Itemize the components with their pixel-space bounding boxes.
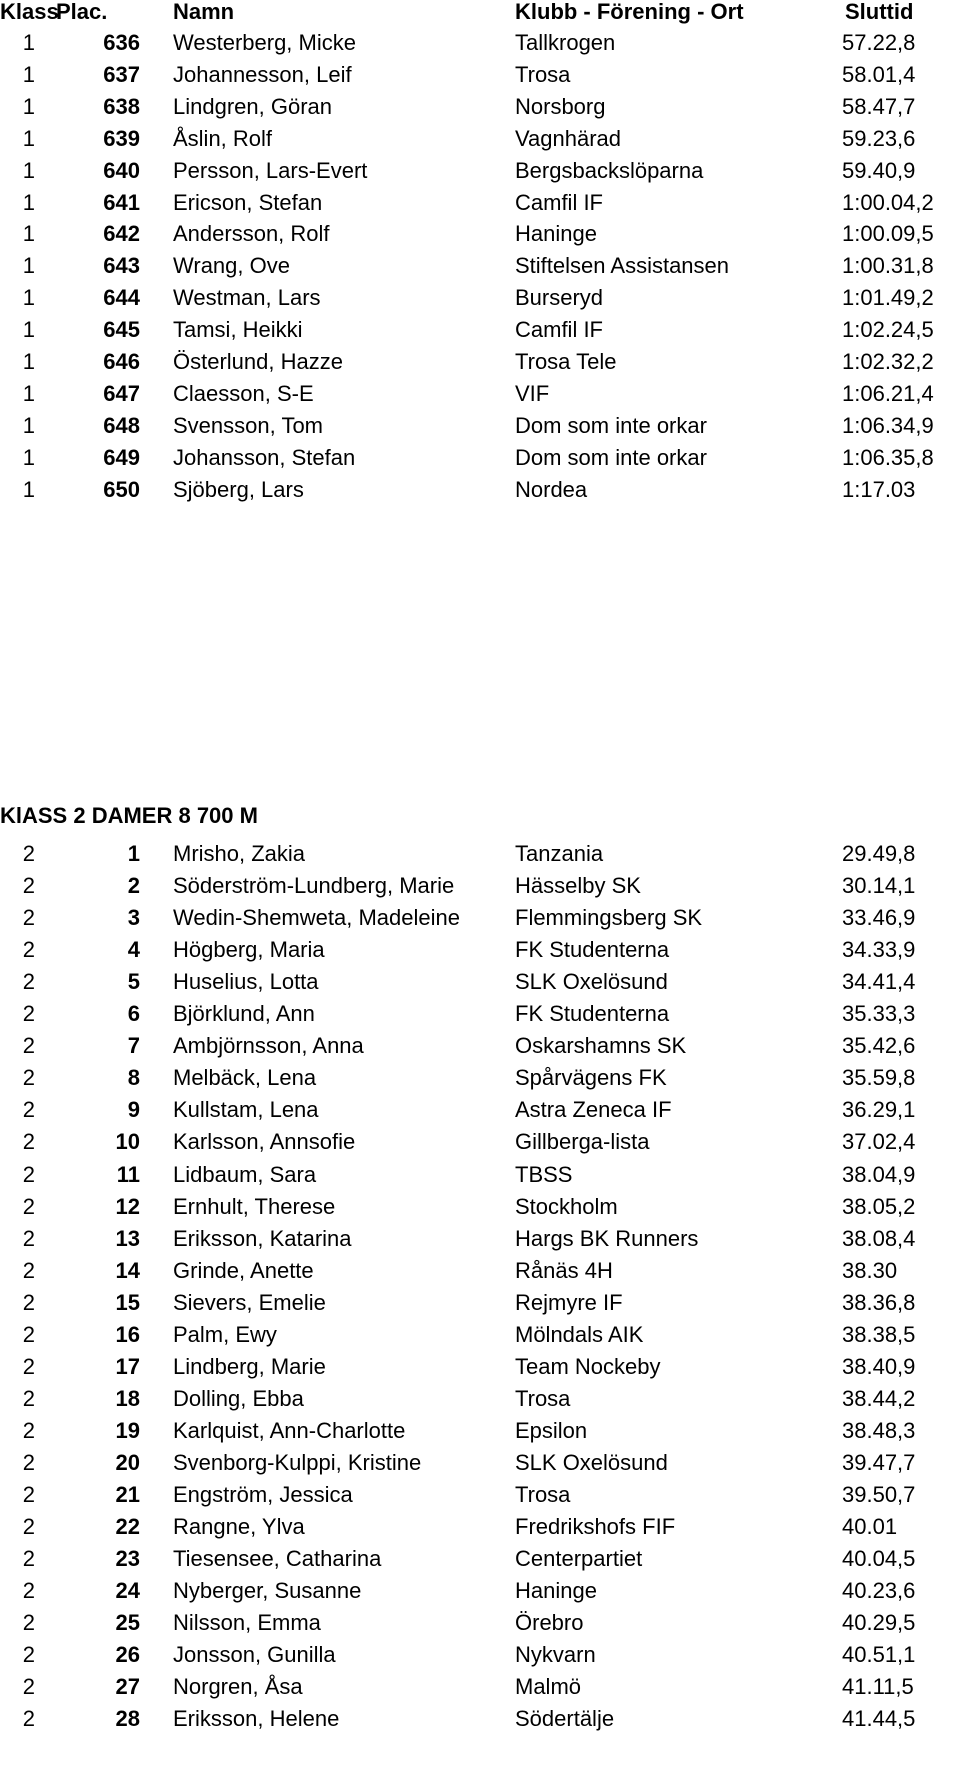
cell-name: Söderström-Lundberg, Marie	[173, 873, 455, 899]
table-row	[0, 998, 960, 1030]
cell-name: Karlsson, Annsofie	[173, 1129, 356, 1155]
cell-plac: 21	[115, 1482, 140, 1507]
cell-name: Grinde, Anette	[173, 1257, 314, 1283]
table-row	[0, 346, 960, 378]
cell-name: Nilsson, Emma	[173, 1610, 321, 1636]
cell-time: 1:00.09,5	[842, 221, 934, 247]
header-klass: Klass	[0, 0, 59, 24]
cell-time: 1:02.32,2	[842, 349, 934, 374]
cell-name: Lidbaum, Sara	[173, 1161, 317, 1187]
cell-plac: 24	[115, 1578, 140, 1604]
cell-klass: 2	[22, 1610, 35, 1636]
cell-club: Haninge	[515, 221, 597, 247]
cell-klass: 1	[22, 412, 35, 438]
cell-time: 40.23,6	[842, 1578, 916, 1604]
cell-plac: 646	[103, 349, 140, 374]
cell-name: Palm, Ewy	[173, 1321, 277, 1347]
cell-klass: 2	[22, 841, 35, 866]
cell-plac: 11	[116, 1161, 140, 1187]
cell-name: Ernhult, Therese	[173, 1193, 336, 1219]
cell-klass: 2	[22, 1161, 35, 1187]
cell-name: Westerberg, Micke	[173, 30, 356, 55]
table-row	[0, 187, 960, 219]
cell-club: Team Nockeby	[515, 1353, 661, 1379]
cell-time: 38.38,5	[842, 1321, 916, 1347]
cell-time: 1:06.34,9	[842, 412, 934, 438]
cell-club: Tallkrogen	[515, 30, 616, 55]
cell-time: 38.48,3	[842, 1417, 916, 1443]
table-row	[0, 155, 960, 187]
cell-name: Eriksson, Katarina	[173, 1225, 352, 1251]
cell-club: Epsilon	[515, 1417, 588, 1443]
cell-name: Nyberger, Susanne	[173, 1578, 362, 1604]
cell-plac: 25	[115, 1610, 140, 1636]
cell-plac: 19	[115, 1417, 140, 1443]
cell-plac: 13	[115, 1225, 140, 1251]
cell-klass: 2	[22, 1065, 35, 1091]
cell-time: 38.36,8	[842, 1289, 916, 1315]
cell-time: 37.02,4	[842, 1129, 916, 1155]
cell-klass: 1	[22, 125, 35, 151]
cell-plac: 643	[103, 253, 140, 279]
cell-time: 1:00.04,2	[842, 189, 934, 215]
cell-klass: 2	[22, 1225, 35, 1251]
cell-time: 1:02.24,5	[842, 317, 934, 343]
table-row	[0, 218, 960, 250]
cell-club: TBSS	[515, 1161, 573, 1187]
table-row	[0, 1607, 960, 1639]
cell-club: Norsborg	[515, 93, 606, 119]
cell-klass: 2	[22, 1642, 35, 1668]
cell-name: Rangne, Ylva	[173, 1514, 305, 1540]
section-title-text: KlASS 2 DAMER 8 700 M	[0, 803, 258, 828]
table-row	[0, 1671, 960, 1703]
cell-plac: 645	[103, 317, 140, 343]
cell-club: Nordea	[515, 476, 588, 502]
cell-klass: 1	[22, 61, 35, 87]
cell-name: Åslin, Rolf	[173, 125, 273, 151]
table-row	[0, 1639, 960, 1671]
cell-club: Burseryd	[515, 285, 604, 311]
table-row	[0, 1703, 960, 1735]
cell-name: Andersson, Rolf	[173, 221, 330, 247]
cell-plac: 17	[115, 1353, 140, 1379]
cell-club: Dom som inte orkar	[515, 412, 707, 438]
cell-plac: 650	[103, 476, 140, 502]
cell-plac: 12	[115, 1193, 140, 1219]
cell-club: Trosa Tele	[515, 349, 617, 374]
table-row	[0, 1319, 960, 1351]
cell-time: 35.42,6	[842, 1033, 916, 1059]
cell-time: 59.23,6	[842, 125, 916, 151]
table-row	[0, 966, 960, 998]
cell-plac: 647	[103, 380, 140, 406]
cell-klass: 2	[22, 969, 35, 995]
cell-klass: 2	[22, 1674, 35, 1700]
cell-name: Björklund, Ann	[173, 1001, 315, 1027]
cell-klass: 2	[22, 1289, 35, 1315]
table-row	[0, 1030, 960, 1062]
cell-club: Oskarshamns SK	[515, 1033, 687, 1059]
table-row	[0, 282, 960, 314]
cell-name: Karlquist, Ann-Charlotte	[173, 1417, 406, 1443]
cell-time: 40.04,5	[842, 1546, 916, 1572]
cell-club: Södertälje	[515, 1706, 615, 1732]
cell-name: Persson, Lars-Evert	[173, 157, 368, 183]
table-row	[0, 1351, 960, 1383]
cell-plac: 22	[115, 1514, 140, 1540]
cell-klass: 2	[22, 1514, 35, 1540]
table-row	[0, 250, 960, 282]
section-title-class2	[0, 800, 960, 832]
table-row	[0, 27, 960, 59]
cell-club: Stockholm	[515, 1193, 618, 1219]
cell-name: Tamsi, Heikki	[173, 317, 303, 343]
cell-time: 30.14,1	[842, 873, 916, 899]
cell-name: Ambjörnsson, Anna	[173, 1033, 364, 1059]
cell-time: 29.49,8	[842, 841, 916, 866]
cell-klass: 2	[22, 1001, 35, 1027]
cell-klass: 2	[22, 1353, 35, 1379]
cell-plac: 27	[115, 1674, 140, 1700]
cell-time: 59.40,9	[842, 157, 916, 183]
cell-name: Högberg, Maria	[173, 937, 325, 963]
cell-klass: 1	[22, 317, 35, 343]
cell-name: Engström, Jessica	[173, 1482, 353, 1507]
cell-name: Dolling, Ebba	[173, 1385, 304, 1411]
cell-time: 39.47,7	[842, 1449, 916, 1475]
table-row	[0, 1511, 960, 1543]
table-row	[0, 1255, 960, 1287]
cell-name: Ericson, Stefan	[173, 189, 323, 215]
cell-club: Bergsbackslöparna	[515, 157, 704, 183]
cell-name: Jonsson, Gunilla	[173, 1642, 336, 1668]
cell-plac: 638	[103, 93, 140, 119]
cell-time: 1:01.49,2	[842, 285, 934, 311]
cell-club: Rejmyre IF	[515, 1289, 623, 1315]
cell-club: Mölndals AIK	[515, 1321, 644, 1347]
cell-time: 58.47,7	[842, 93, 916, 119]
cell-name: Kullstam, Lena	[173, 1097, 319, 1123]
cell-klass: 2	[22, 1033, 35, 1059]
cell-time: 41.11,5	[842, 1674, 914, 1700]
table-row	[0, 934, 960, 966]
table-row	[0, 838, 960, 870]
cell-club: Fredrikshofs FIF	[515, 1514, 676, 1540]
cell-plac: 16	[115, 1321, 140, 1347]
cell-time: 35.33,3	[842, 1001, 916, 1027]
cell-plac: 23	[115, 1546, 140, 1572]
table-row	[0, 1383, 960, 1415]
table-header	[0, 0, 960, 24]
table-row	[0, 314, 960, 346]
cell-plac: 636	[103, 30, 140, 55]
cell-club: Malmö	[515, 1674, 582, 1700]
cell-plac: 640	[103, 157, 140, 183]
cell-name: Svensson, Tom	[173, 412, 324, 438]
cell-club: Hargs BK Runners	[515, 1225, 699, 1251]
cell-plac: 8	[127, 1065, 140, 1091]
cell-name: Lindgren, Göran	[173, 93, 332, 119]
cell-club: SLK Oxelösund	[515, 969, 668, 995]
table-row	[0, 1126, 960, 1158]
cell-plac: 26	[115, 1642, 140, 1668]
table-row	[0, 902, 960, 934]
cell-time: 34.41,4	[842, 969, 916, 995]
cell-name: Johannesson, Leif	[173, 61, 352, 87]
cell-plac: 4	[127, 937, 140, 963]
table-row	[0, 378, 960, 410]
cell-name: Johansson, Stefan	[173, 444, 356, 470]
cell-klass: 2	[22, 1193, 35, 1219]
cell-name: Westman, Lars	[173, 285, 321, 311]
cell-club: Centerpartiet	[515, 1546, 643, 1572]
header-namn: Namn	[173, 0, 235, 24]
cell-plac: 15	[115, 1289, 140, 1315]
cell-name: Wrang, Ove	[173, 253, 290, 279]
cell-club: Rånäs 4H	[515, 1257, 613, 1283]
cell-name: Huselius, Lotta	[173, 969, 319, 995]
cell-plac: 20	[115, 1449, 140, 1475]
cell-club: Tanzania	[515, 841, 604, 866]
cell-klass: 2	[22, 905, 35, 931]
cell-time: 41.44,5	[842, 1706, 916, 1732]
cell-plac: 1	[127, 841, 140, 866]
cell-time: 58.01,4	[842, 61, 916, 87]
cell-klass: 1	[22, 285, 35, 311]
cell-club: Gillberga-lista	[515, 1129, 650, 1155]
cell-plac: 642	[103, 221, 140, 247]
cell-klass: 2	[22, 1257, 35, 1283]
cell-time: 34.33,9	[842, 937, 916, 963]
cell-klass: 1	[22, 93, 35, 119]
cell-club: Trosa	[515, 1385, 571, 1411]
cell-club: Vagnhärad	[515, 125, 622, 151]
cell-time: 38.05,2	[842, 1193, 916, 1219]
cell-club: FK Studenterna	[515, 1001, 670, 1027]
cell-time: 33.46,9	[842, 905, 916, 931]
cell-klass: 2	[22, 1385, 35, 1411]
header-sluttid: Sluttid	[845, 0, 914, 24]
header-klubb: Klubb - Förening - Ort	[515, 0, 744, 24]
cell-time: 1:06.21,4	[842, 380, 934, 406]
cell-name: Wedin-Shemweta, Madeleine	[173, 905, 460, 931]
cell-plac: 9	[127, 1097, 140, 1123]
cell-klass: 1	[22, 253, 35, 279]
cell-plac: 644	[103, 285, 140, 311]
cell-club: Nykvarn	[515, 1642, 596, 1668]
cell-name: Sjöberg, Lars	[173, 476, 304, 502]
cell-klass: 1	[22, 30, 35, 55]
cell-name: Sievers, Emelie	[173, 1289, 326, 1315]
cell-klass: 1	[22, 380, 35, 406]
table-row	[0, 1415, 960, 1447]
cell-time: 35.59,8	[842, 1065, 916, 1091]
cell-club: Camfil IF	[515, 317, 603, 343]
cell-time: 39.50,7	[842, 1482, 916, 1507]
cell-club: VIF	[515, 380, 550, 406]
header-plac: Plac.	[56, 0, 108, 24]
cell-plac: 648	[103, 412, 140, 438]
cell-club: Örebro	[515, 1610, 584, 1636]
cell-plac: 3	[127, 905, 140, 931]
cell-time: 1:00.31,8	[842, 253, 934, 279]
cell-klass: 2	[22, 873, 35, 899]
cell-klass: 2	[22, 1321, 35, 1347]
cell-club: Dom som inte orkar	[515, 444, 707, 470]
table-row	[0, 1447, 960, 1479]
cell-klass: 2	[22, 1129, 35, 1155]
table-row	[0, 1062, 960, 1094]
cell-klass: 2	[22, 1417, 35, 1443]
cell-klass: 1	[22, 221, 35, 247]
table-row	[0, 91, 960, 123]
cell-klass: 2	[22, 937, 35, 963]
cell-klass: 2	[22, 1578, 35, 1604]
table-row	[0, 1223, 960, 1255]
cell-time: 40.01	[842, 1514, 898, 1540]
table-row	[0, 123, 960, 155]
table-row	[0, 442, 960, 474]
cell-klass: 2	[22, 1097, 35, 1123]
cell-club: Camfil IF	[515, 189, 603, 215]
cell-club: Flemmingsberg SK	[515, 905, 703, 931]
cell-plac: 28	[115, 1706, 140, 1732]
cell-time: 1:06.35,8	[842, 444, 934, 470]
table-row	[0, 1094, 960, 1126]
cell-name: Mrisho, Zakia	[173, 841, 306, 866]
cell-club: Trosa	[515, 61, 571, 87]
cell-time: 36.29,1	[842, 1097, 916, 1123]
table-row	[0, 474, 960, 506]
cell-klass: 1	[22, 476, 35, 502]
cell-klass: 1	[22, 349, 35, 374]
cell-time: 38.30	[842, 1257, 898, 1283]
table-row	[0, 410, 960, 442]
cell-club: FK Studenterna	[515, 937, 670, 963]
cell-klass: 1	[22, 444, 35, 470]
cell-name: Melbäck, Lena	[173, 1065, 317, 1091]
table-row	[0, 870, 960, 902]
cell-plac: 2	[127, 873, 140, 899]
table-row	[0, 1287, 960, 1319]
cell-time: 40.29,5	[842, 1610, 916, 1636]
table-row	[0, 1575, 960, 1607]
cell-klass: 2	[22, 1546, 35, 1572]
cell-plac: 637	[103, 61, 140, 87]
cell-plac: 639	[103, 125, 140, 151]
table-row	[0, 59, 960, 91]
cell-klass: 2	[22, 1449, 35, 1475]
cell-time: 57.22,8	[842, 30, 916, 55]
table-row	[0, 1191, 960, 1223]
cell-time: 38.08,4	[842, 1225, 916, 1251]
cell-name: Svenborg-Kulppi, Kristine	[173, 1449, 422, 1475]
cell-plac: 7	[127, 1033, 140, 1059]
cell-plac: 6	[127, 1001, 140, 1027]
cell-club: Hässelby SK	[515, 873, 641, 899]
cell-plac: 14	[115, 1257, 140, 1283]
cell-club: Astra Zeneca IF	[515, 1097, 672, 1123]
cell-klass: 2	[22, 1482, 35, 1507]
cell-name: Österlund, Hazze	[173, 349, 343, 374]
cell-plac: 10	[115, 1129, 140, 1155]
cell-club: Spårvägens FK	[515, 1065, 667, 1091]
cell-club: Trosa	[515, 1482, 571, 1507]
cell-time: 1:17.03	[842, 476, 916, 502]
table-row	[0, 1479, 960, 1511]
cell-club: Stiftelsen Assistansen	[515, 253, 730, 279]
cell-plac: 18	[115, 1385, 140, 1411]
cell-plac: 5	[127, 969, 140, 995]
cell-name: Claesson, S-E	[173, 380, 314, 406]
cell-club: SLK Oxelösund	[515, 1449, 668, 1475]
cell-name: Norgren, Åsa	[173, 1674, 303, 1700]
cell-time: 38.04,9	[842, 1161, 916, 1187]
cell-name: Eriksson, Helene	[173, 1706, 340, 1732]
cell-klass: 2	[22, 1706, 35, 1732]
cell-plac: 649	[103, 444, 140, 470]
cell-name: Lindberg, Marie	[173, 1353, 326, 1379]
table-row	[0, 1159, 960, 1191]
cell-time: 40.51,1	[842, 1642, 916, 1668]
cell-name: Tiesensee, Catharina	[173, 1546, 382, 1572]
cell-plac: 641	[103, 189, 140, 215]
cell-time: 38.44,2	[842, 1385, 916, 1411]
cell-club: Haninge	[515, 1578, 597, 1604]
cell-klass: 1	[22, 157, 35, 183]
cell-klass: 1	[22, 189, 35, 215]
cell-time: 38.40,9	[842, 1353, 916, 1379]
table-row	[0, 1543, 960, 1575]
